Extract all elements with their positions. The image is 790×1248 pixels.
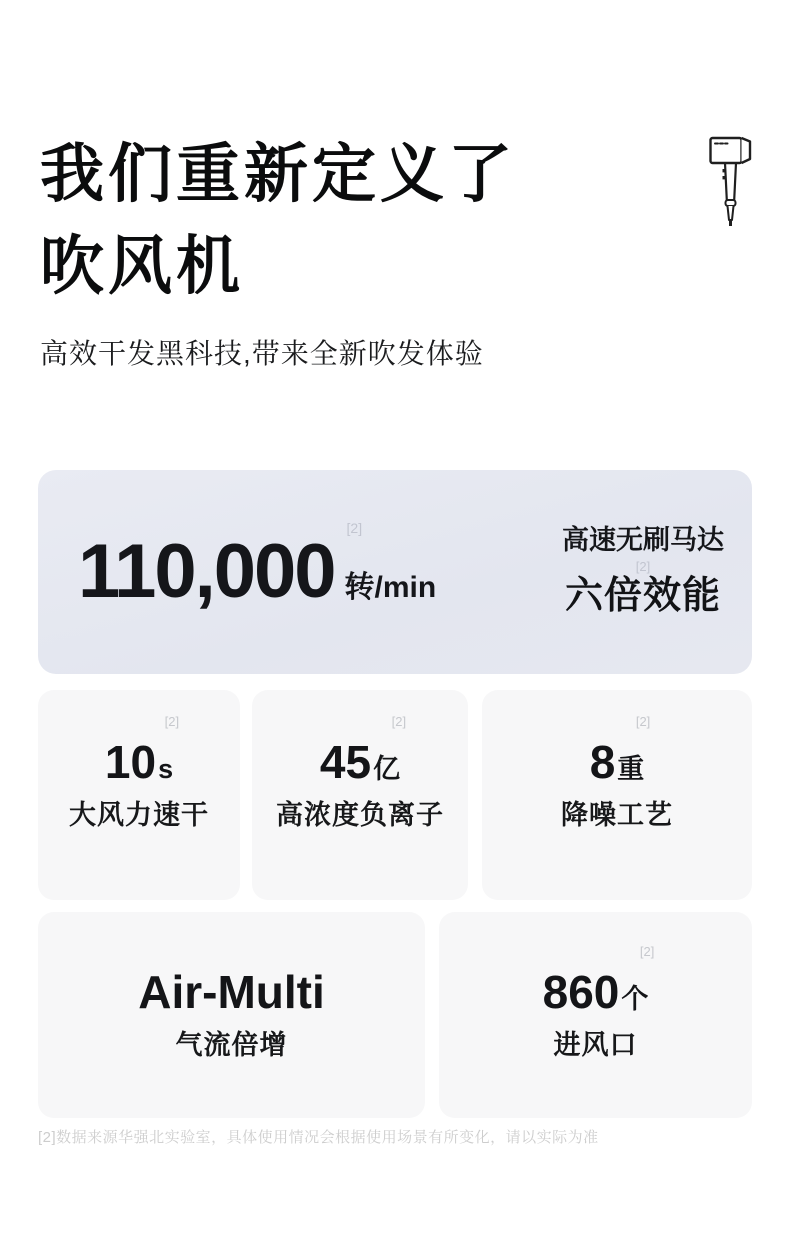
hero-speed-group [78, 520, 437, 614]
hero-footnote-marker: [2] [346, 520, 363, 536]
feature-number-group [542, 943, 655, 1018]
feature-unit: 个 [621, 983, 649, 1014]
hero-motor-group [562, 525, 724, 619]
feature-label: 高浓度负离子 [276, 799, 444, 830]
feature-card-content [561, 713, 673, 832]
footnote-marker: [2] [391, 713, 407, 729]
feature-number-group [589, 713, 651, 788]
hair-dryer-icon [708, 134, 754, 230]
hero-motor-value: 六倍效能 [564, 575, 721, 618]
feature-card-air-inlets [439, 912, 752, 1118]
feature-unit: s [158, 753, 174, 784]
feature-card-fast-dry [38, 690, 240, 900]
feature-number-group [104, 713, 180, 788]
feature-value: 8 [589, 735, 616, 788]
feature-label: 降噪工艺 [561, 799, 673, 830]
feature-value: 45 [319, 735, 372, 788]
hero-speed-unit-wrap [344, 520, 437, 606]
feature-card-content [276, 713, 444, 832]
hero-speed-unit: 转/min [344, 571, 437, 604]
page-title-line2: 吹风机 [40, 230, 244, 302]
feature-unit: 重 [617, 753, 645, 784]
page-title-line1: 我们重新定义了 [40, 138, 516, 210]
hero-motor-title: 高速无刷马达 [562, 525, 724, 556]
footnote-marker: [2] [635, 713, 651, 729]
hero-motor-footnote-marker: [2] [635, 559, 651, 575]
feature-value: 10 [104, 735, 157, 788]
feature-number-group [319, 713, 407, 788]
feature-card-noise-reduction [482, 690, 752, 900]
feature-unit: 亿 [373, 753, 401, 784]
feature-value: Air-Multi [138, 965, 325, 1018]
feature-card-content [138, 965, 325, 1062]
footnote-marker: [2] [639, 943, 655, 959]
feature-card-content [542, 943, 655, 1062]
page-subtitle: 高效干发黑科技,带来全新吹发体验 [40, 338, 484, 369]
footnote-text: [2]数据来源华强北实验室，具体使用情况会根据使用场景有所变化，请以实际为准 [38, 1129, 599, 1146]
page-title [40, 128, 516, 312]
feature-card-negative-ions [252, 690, 468, 900]
hero-spec-card [38, 470, 752, 674]
feature-value: 860 [542, 965, 620, 1018]
feature-card-air-multi [38, 912, 425, 1118]
hero-speed-value: 110,000 [78, 529, 335, 614]
feature-label: 大风力速干 [69, 799, 209, 830]
footnote-marker: [2] [164, 713, 180, 729]
feature-card-content [69, 713, 209, 832]
feature-label: 进风口 [553, 1029, 638, 1060]
feature-label: 气流倍增 [175, 1029, 288, 1060]
